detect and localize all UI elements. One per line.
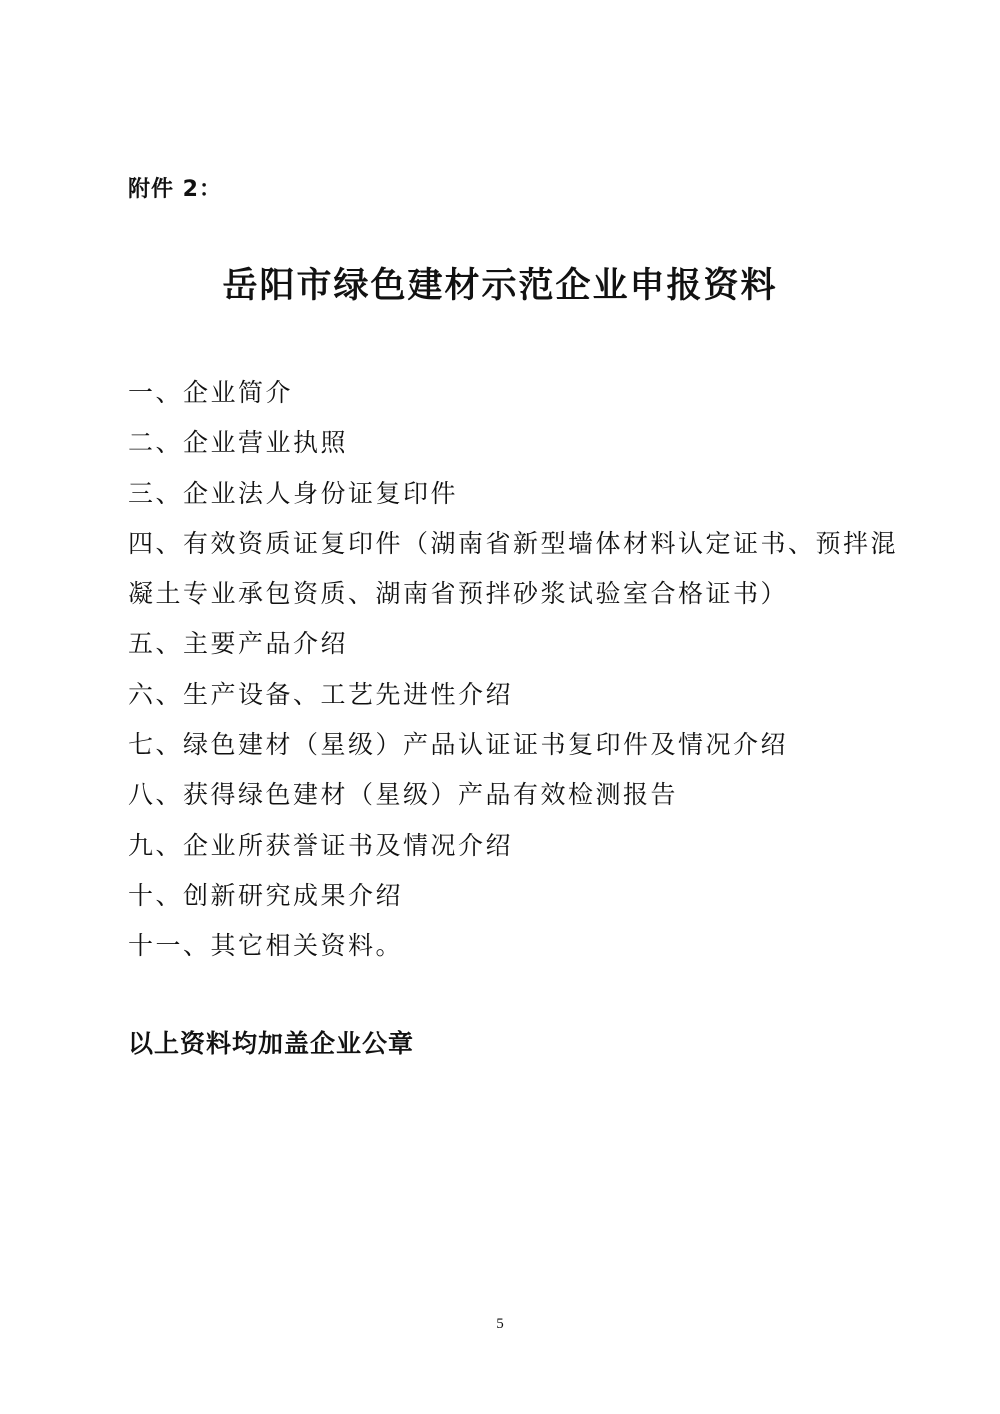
document-title: 岳阳市绿色建材示范企业申报资料	[222, 266, 778, 306]
list-item-continuation: 凝土专业承包资质、湖南省预拌砂浆试验室合格证书）	[128, 579, 789, 609]
list-item: 二、企业营业执照	[128, 428, 349, 458]
list-item: 十一、其它相关资料。	[128, 931, 404, 961]
list-item: 一、企业简介	[128, 378, 294, 407]
attachment-label: 附件 2：	[128, 177, 222, 202]
list-item: 四、有效资质证复印件（湖南省新型墙体材料认定证书、预拌混	[128, 528, 899, 558]
page-number: 5	[496, 1316, 504, 1332]
list-item: 六、生产设备、工艺先进性介绍	[128, 679, 514, 709]
list-item: 十、创新研究成果介绍	[128, 880, 404, 910]
list-item: 九、企业所获誉证书及情况介绍	[128, 830, 514, 860]
list-item: 五、主要产品介绍	[128, 629, 349, 659]
stamp-note: 以上资料均加盖企业公章	[128, 1029, 415, 1058]
list-item: 七、绿色建材（星级）产品认证证书复印件及情况介绍	[128, 730, 789, 760]
list-item: 八、获得绿色建材（星级）产品有效检测报告	[128, 780, 679, 810]
requirements-list	[128, 368, 899, 972]
list-item: 三、企业法人身份证复印件	[128, 478, 459, 508]
